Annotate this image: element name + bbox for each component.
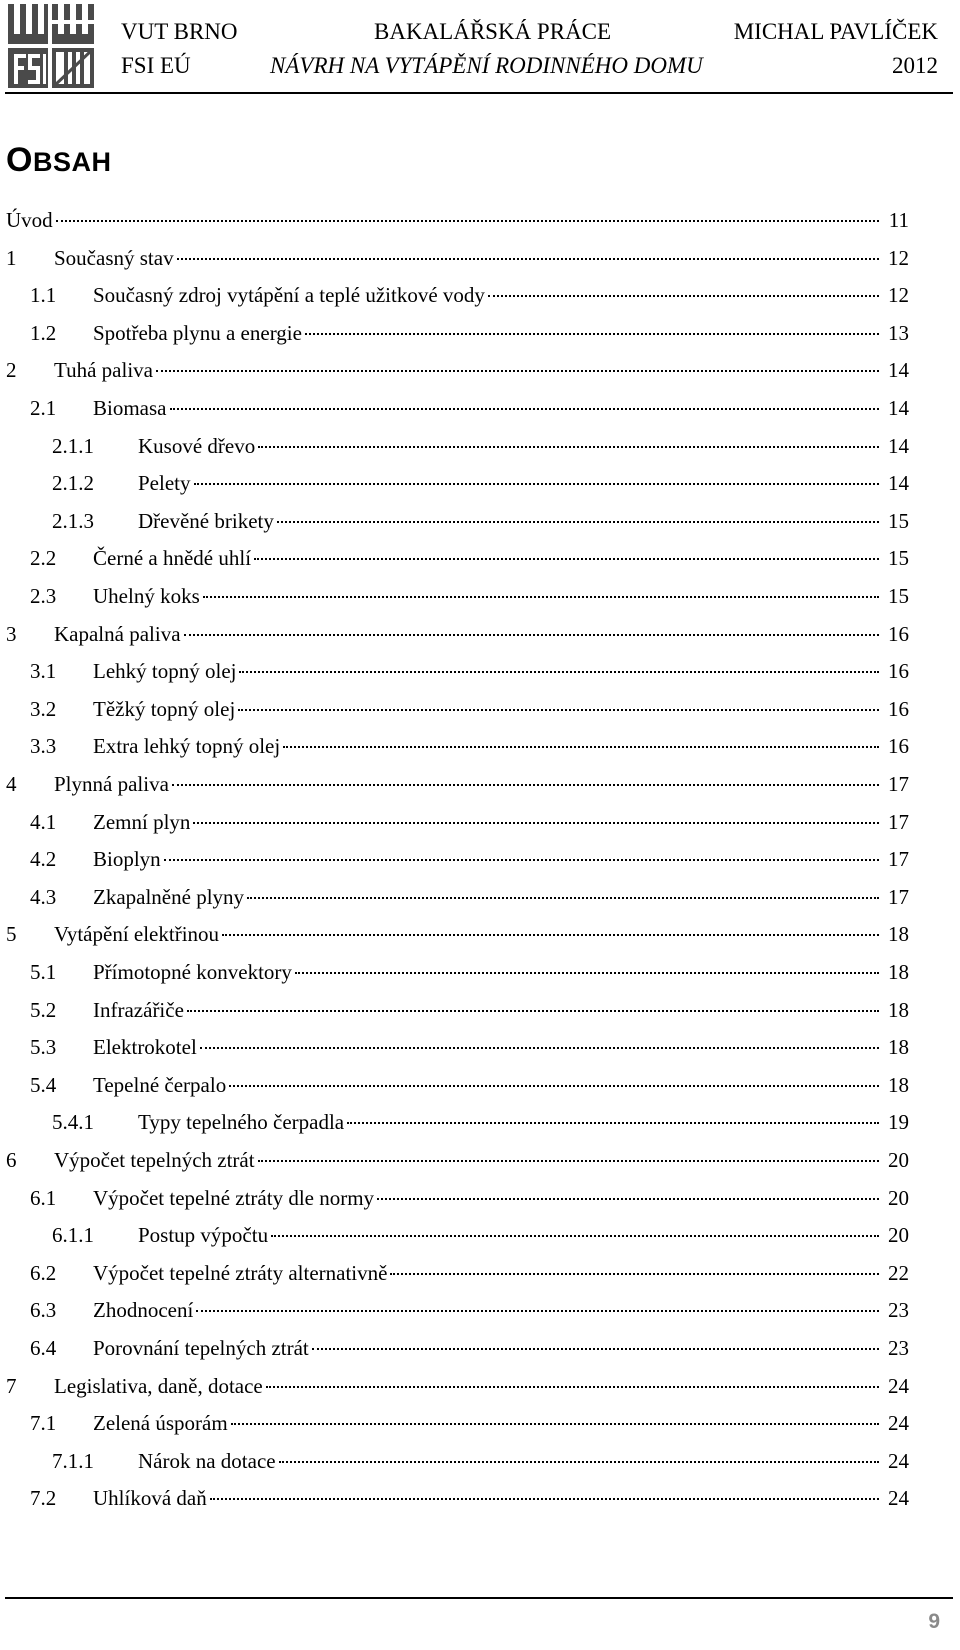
toc-entry-title: Výpočet tepelné ztráty dle normy <box>93 1185 375 1210</box>
toc-leader-dots <box>312 1348 879 1350</box>
toc-leader-dots <box>203 596 879 598</box>
toc-entry[interactable] <box>30 318 909 348</box>
toc-entry-title: Plynná paliva <box>54 772 169 796</box>
toc-entry-title: Zelená úsporám <box>93 1411 228 1436</box>
toc-entry-page: 18 <box>888 960 909 984</box>
toc-entry-title: Typy tepelného čerpadla <box>138 1110 345 1135</box>
toc-entry-title: Elektrokotel <box>93 1035 197 1060</box>
toc-leader-dots <box>238 709 879 711</box>
toc-leader-dots <box>193 822 879 824</box>
toc-entry-page: 16 <box>888 696 909 721</box>
toc-entry-number: 6 <box>6 1148 17 1172</box>
toc-entry-number: 1 <box>6 245 17 270</box>
toc-entry-number: 7.1.1 <box>52 1448 94 1473</box>
thesis-type: BAKALÁŘSKÁ PRÁCE <box>374 19 612 44</box>
toc-entry[interactable] <box>30 731 909 761</box>
footer-divider <box>5 1597 953 1599</box>
toc-entry-number: 3 <box>6 621 17 646</box>
toc-entry[interactable] <box>30 656 909 686</box>
toc-entry-title: Postup výpočtu <box>138 1223 269 1248</box>
toc-entry-number: 3.2 <box>30 696 57 721</box>
toc-entry-title: Současný stav <box>54 245 174 270</box>
toc-entry[interactable] <box>52 1446 909 1476</box>
toc-entry-number: 5.4.1 <box>52 1110 94 1135</box>
toc-entry-number: 6.2 <box>30 1260 57 1285</box>
toc-entry[interactable] <box>52 1107 909 1137</box>
toc-entry-number: 5.3 <box>30 1035 57 1060</box>
toc-leader-dots <box>258 446 879 448</box>
toc-entry-page: 20 <box>888 1223 909 1248</box>
toc-entry-page: 11 <box>888 208 909 232</box>
toc-leader-dots <box>277 521 879 523</box>
toc-entry-number: 4.1 <box>30 809 57 834</box>
toc-entry-title: Úvod <box>6 208 53 232</box>
toc-entry-number: 4.2 <box>30 847 57 872</box>
page-title: OBSAH <box>6 141 112 179</box>
toc-entry[interactable] <box>30 1483 909 1513</box>
toc-entry-page: 16 <box>888 659 909 684</box>
toc-entry-page: 13 <box>888 320 909 345</box>
toc-entry[interactable] <box>30 1032 909 1062</box>
toc-entry-number: 2.1 <box>30 396 57 420</box>
toc-entry[interactable] <box>30 280 909 310</box>
toc-entry-page: 14 <box>888 358 909 383</box>
toc-leader-dots <box>172 784 879 786</box>
toc-leader-dots <box>295 972 879 974</box>
toc-entry[interactable] <box>30 807 909 837</box>
toc-entry[interactable] <box>30 957 909 987</box>
toc-leader-dots <box>231 1423 879 1425</box>
toc-leader-dots <box>283 746 879 748</box>
toc-leader-dots <box>56 220 879 222</box>
toc-entry[interactable] <box>30 882 909 912</box>
toc-entry-page: 24 <box>888 1448 909 1473</box>
thesis-title: NÁVRH NA VYTÁPĚNÍ RODINNÉHO DOMU <box>270 53 703 78</box>
toc-leader-dots <box>258 1160 879 1162</box>
toc-entry-title: Těžký topný olej <box>93 696 236 721</box>
toc-entry-page: 24 <box>888 1486 909 1511</box>
thesis-year: 2012 <box>892 53 938 78</box>
toc-entry-page: 14 <box>888 433 909 458</box>
toc-entry-number: 3.3 <box>30 734 57 759</box>
toc-entry[interactable] <box>30 581 909 611</box>
toc-entry-title: Spotřeba plynu a energie <box>93 320 302 345</box>
toc-entry-number: 2.3 <box>30 584 57 608</box>
page-header <box>0 0 960 96</box>
toc-leader-dots <box>196 1310 879 1312</box>
toc-leader-dots <box>247 897 879 899</box>
toc-entry-page: 23 <box>888 1298 909 1323</box>
toc-entry-page: 16 <box>888 621 909 646</box>
toc-entry-page: 24 <box>888 1411 909 1436</box>
toc-entry-title: Pelety <box>138 471 191 496</box>
toc-entry-page: 14 <box>888 471 909 496</box>
toc-entry-number: 7.1 <box>30 1411 57 1436</box>
toc-entry-page: 18 <box>888 1072 909 1097</box>
toc-leader-dots <box>210 1498 879 1500</box>
toc-entry-title: Extra lehký topný olej <box>93 734 281 759</box>
toc-entry[interactable] <box>30 1070 909 1100</box>
toc-entry[interactable] <box>30 694 909 724</box>
vut-fsi-logo-icon <box>6 2 96 90</box>
toc-entry[interactable] <box>6 243 909 273</box>
toc-entry-title: Nárok na dotace <box>138 1448 276 1473</box>
toc-entry-page: 18 <box>888 997 909 1022</box>
author-name: MICHAL PAVLÍČEK <box>733 19 938 44</box>
toc-entry[interactable] <box>6 619 909 649</box>
toc-entry[interactable] <box>6 1145 909 1175</box>
toc-entry-page: 18 <box>888 1035 909 1060</box>
toc-entry-number: 2.1.1 <box>52 433 94 458</box>
toc-leader-dots <box>170 408 880 410</box>
toc-entry-number: 6.1.1 <box>52 1223 94 1248</box>
university-label: VUT BRNO <box>121 19 238 44</box>
toc-entry-page: 19 <box>888 1110 909 1135</box>
toc-entry[interactable] <box>30 1333 909 1363</box>
toc-entry-number: 5.1 <box>30 960 57 984</box>
toc-entry-page: 22 <box>888 1260 909 1285</box>
toc-entry-number: 3.1 <box>30 659 57 684</box>
toc-entry-page: 15 <box>888 546 909 571</box>
toc-entry[interactable] <box>30 1295 909 1325</box>
toc-entry-page: 12 <box>888 283 909 308</box>
toc-leader-dots <box>229 1085 879 1087</box>
toc-entry[interactable] <box>52 468 909 498</box>
toc-entry[interactable] <box>52 431 909 461</box>
toc-entry-number: 1.2 <box>30 320 57 345</box>
toc-leader-dots <box>177 258 879 260</box>
toc-entry-number: 7 <box>6 1373 17 1398</box>
toc-entry[interactable] <box>52 1220 909 1250</box>
toc-entry-title: Přímotopné konvektory <box>93 960 292 984</box>
toc-entry-title: Biomasa <box>93 396 167 420</box>
toc-entry[interactable] <box>6 205 909 235</box>
toc-entry-page: 16 <box>888 734 909 759</box>
toc-entry-page: 20 <box>888 1148 909 1172</box>
toc-entry-title: Uhelný koks <box>93 584 200 608</box>
toc-entry-title: Legislativa, daně, dotace <box>54 1373 263 1398</box>
toc-entry-title: Porovnání tepelných ztrát <box>93 1336 309 1360</box>
page-number: 9 <box>928 1610 940 1633</box>
toc-leader-dots <box>488 295 879 297</box>
toc-leader-dots <box>156 370 879 372</box>
toc-entry-page: 17 <box>888 809 909 834</box>
toc-entry-page: 20 <box>888 1185 909 1210</box>
toc-leader-dots <box>187 1010 879 1012</box>
toc-leader-dots <box>194 483 880 485</box>
header-divider <box>5 92 953 94</box>
toc-entry-number: 2.2 <box>30 546 57 571</box>
toc-entry-number: 6.4 <box>30 1336 57 1360</box>
toc-entry-title: Tuhá paliva <box>54 358 153 383</box>
toc-leader-dots <box>184 634 879 636</box>
toc-entry-number: 2 <box>6 358 17 383</box>
toc-entry-number: 5 <box>6 922 17 947</box>
toc-entry-title: Výpočet tepelných ztrát <box>54 1148 255 1172</box>
toc-entry-number: 5.2 <box>30 997 57 1022</box>
toc-entry-page: 15 <box>888 508 909 533</box>
toc-leader-dots <box>271 1235 879 1237</box>
toc-entry-number: 2.1.2 <box>52 471 94 496</box>
toc-leader-dots <box>164 859 879 861</box>
toc-entry[interactable] <box>30 995 909 1025</box>
toc-entry-page: 15 <box>888 584 909 608</box>
toc-entry-title: Zhodnocení <box>93 1298 194 1323</box>
toc-entry[interactable] <box>30 1258 909 1288</box>
toc-leader-dots <box>239 671 879 673</box>
toc-entry-page: 17 <box>888 847 909 872</box>
toc-leader-dots <box>222 934 879 936</box>
toc-entry-title: Infrazářiče <box>93 997 184 1022</box>
toc-leader-dots <box>377 1198 879 1200</box>
toc-entry-number: 6.3 <box>30 1298 57 1323</box>
toc-entry-number: 6.1 <box>30 1185 57 1210</box>
toc-entry-number: 7.2 <box>30 1486 57 1511</box>
toc-entry[interactable] <box>52 506 909 536</box>
toc-leader-dots <box>305 333 879 335</box>
toc-entry[interactable] <box>6 355 909 385</box>
toc-entry-number: 1.1 <box>30 283 57 308</box>
toc-entry-page: 14 <box>888 396 909 420</box>
toc-entry-title: Současný zdroj vytápění a teplé užitkové vody <box>93 283 485 308</box>
toc-entry-title: Zkapalněné plyny <box>93 884 245 909</box>
toc-leader-dots <box>279 1461 879 1463</box>
toc-entry[interactable] <box>6 1371 909 1401</box>
toc-entry-title: Bioplyn <box>93 847 161 872</box>
toc-entry-title: Dřevěné brikety <box>138 508 274 533</box>
toc-entry-number: 2.1.3 <box>52 508 94 533</box>
toc-leader-dots <box>266 1386 879 1388</box>
toc-leader-dots <box>254 558 879 560</box>
toc-entry-page: 23 <box>888 1336 909 1360</box>
toc-entry-title: Černé a hnědé uhlí <box>93 546 252 571</box>
toc-entry-title: Tepelné čerpalo <box>93 1072 227 1097</box>
toc-entry-title: Kapalná paliva <box>54 621 181 646</box>
toc-leader-dots <box>390 1273 879 1275</box>
toc-entry-page: 17 <box>888 884 909 909</box>
toc-leader-dots <box>200 1047 879 1049</box>
toc-entry[interactable] <box>6 919 909 949</box>
toc-entry[interactable] <box>30 1183 909 1213</box>
toc-entry-title: Lehký topný olej <box>93 659 237 684</box>
faculty-label: FSI EÚ <box>121 53 191 78</box>
toc-entry-number: 4.3 <box>30 884 57 909</box>
toc-entry-title: Zemní plyn <box>93 809 191 834</box>
toc-entry[interactable] <box>30 393 909 423</box>
toc-entry-title: Výpočet tepelné ztráty alternativně <box>93 1260 388 1285</box>
toc-entry[interactable] <box>6 769 909 799</box>
toc-entry-page: 17 <box>888 772 909 796</box>
toc-entry-page: 18 <box>888 922 909 947</box>
toc-entry-title: Uhlíková daň <box>93 1486 207 1511</box>
toc-entry-page: 24 <box>888 1373 909 1398</box>
toc-entry[interactable] <box>30 1408 909 1438</box>
toc-entry-title: Kusové dřevo <box>138 433 256 458</box>
toc-entry-page: 12 <box>888 245 909 270</box>
toc-entry-number: 4 <box>6 772 17 796</box>
toc-entry-number: 5.4 <box>30 1072 57 1097</box>
toc-leader-dots <box>347 1122 879 1124</box>
toc-entry[interactable] <box>30 844 909 874</box>
toc-entry[interactable] <box>30 543 909 573</box>
toc-entry-title: Vytápění elektřinou <box>54 922 220 947</box>
